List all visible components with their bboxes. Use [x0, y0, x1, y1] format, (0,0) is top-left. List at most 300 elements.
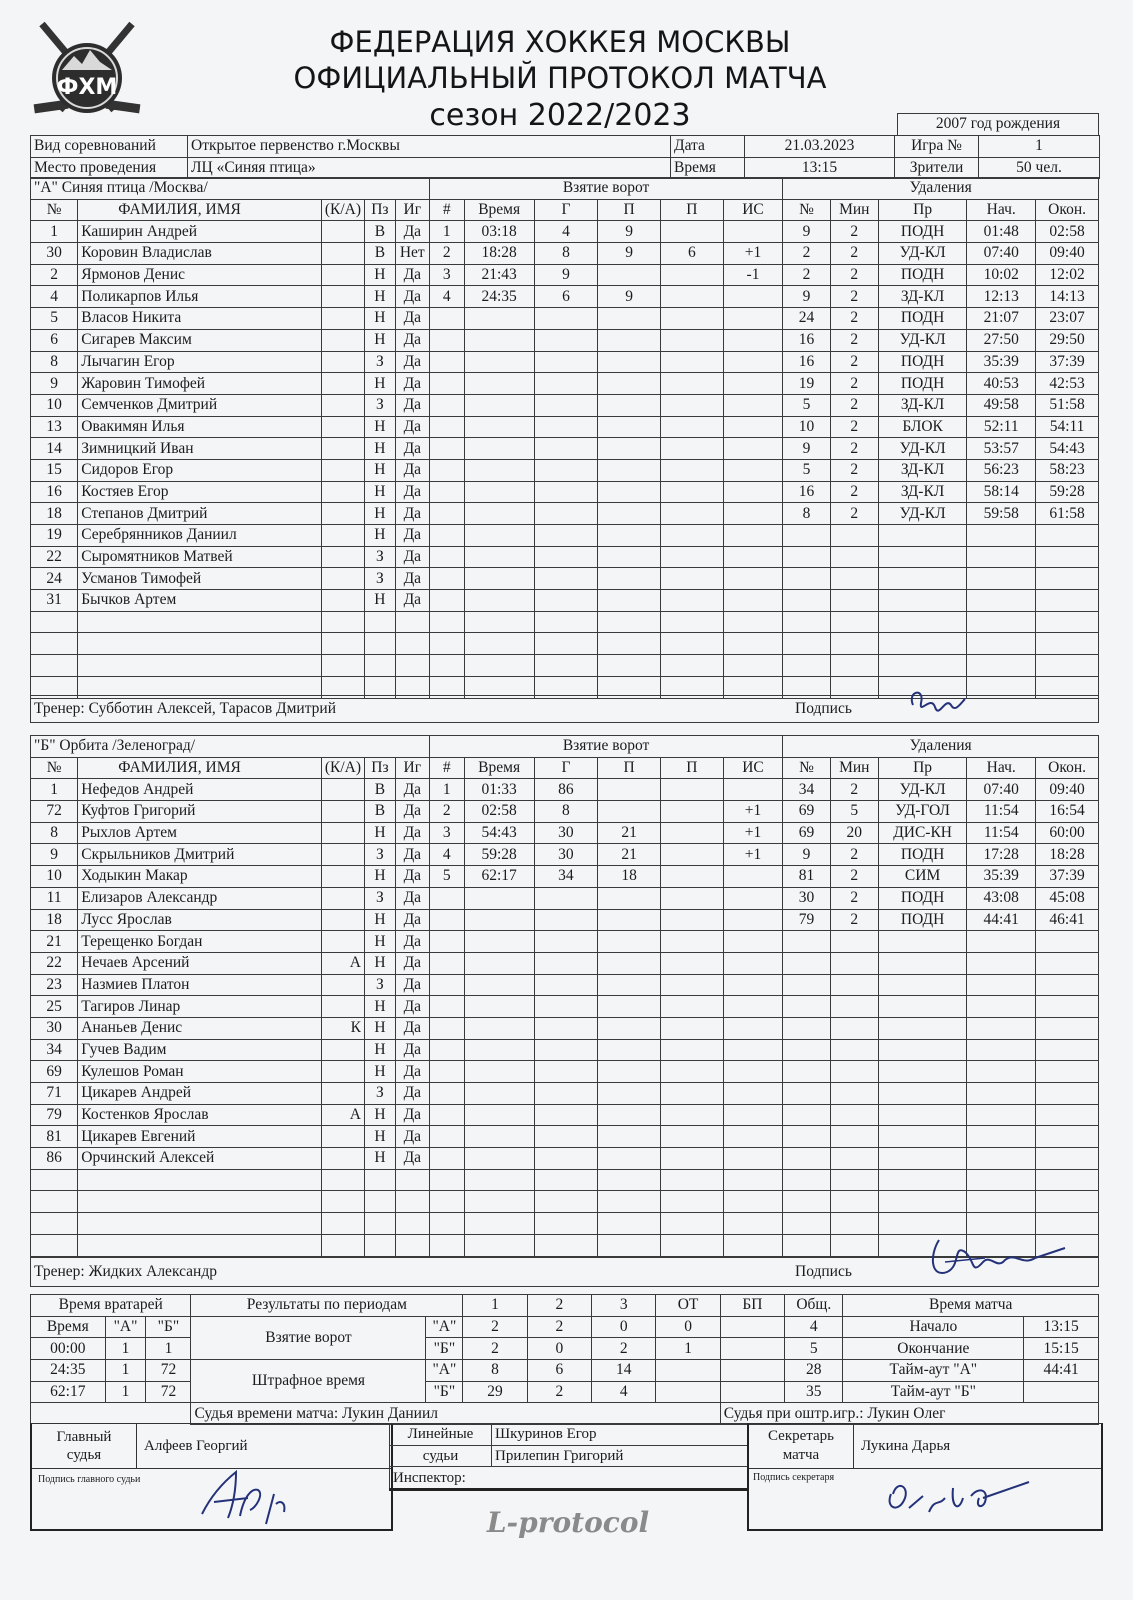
gk-time-col: Время: [31, 1316, 106, 1338]
penalty-reason: [878, 1148, 966, 1170]
player-number: [31, 611, 78, 633]
team_a-row: [31, 525, 1099, 547]
player-position: Н: [364, 286, 395, 308]
penalty-end: 09:40: [1036, 243, 1099, 265]
player-number: 11: [31, 887, 78, 909]
player-number: 18: [31, 909, 78, 931]
penalty-box-judge: Судья при оштр.игр.: Лукин Олег: [720, 1403, 1098, 1425]
penalty-reason: ЗД-КЛ: [878, 394, 966, 416]
team-b-penalties-header: Удаления: [783, 736, 1099, 758]
col-goal-scorer: Г: [534, 757, 598, 779]
penalty-start: 58:14: [967, 481, 1036, 503]
secretary-name: Лукина Дарья: [861, 1438, 951, 1454]
team-b-coach: Тренер: Жидких Александр: [31, 1258, 793, 1287]
col-played: Иг: [395, 757, 429, 779]
goal-assist-2: [660, 1234, 723, 1256]
player-played: Да: [395, 568, 429, 590]
penalty-start: 10:02: [967, 264, 1036, 286]
team-b-title: "Б" Орбита /Зеленоград/: [31, 736, 430, 758]
penalty-minutes: 2: [830, 221, 878, 243]
goal-scorer: 8: [534, 243, 598, 265]
penalty-player: [783, 996, 830, 1018]
goal-assist-2: [660, 909, 723, 931]
penalty-player: 8: [783, 503, 830, 525]
penalty-minutes: 2: [830, 503, 878, 525]
goal-index: [429, 525, 464, 547]
goal-time: [464, 481, 534, 503]
player-number: 22: [31, 952, 78, 974]
pim-a-total: 28: [785, 1360, 843, 1382]
player-position: Н: [365, 1148, 396, 1170]
goal-assist-1: [598, 329, 661, 351]
team_a-row: [31, 243, 1099, 265]
goal-scorer: [534, 1126, 598, 1148]
team-a-coach-signature: [905, 685, 975, 725]
goal-index: [429, 1213, 464, 1235]
goal-time: 54:43: [464, 822, 534, 844]
team_a-row: [31, 568, 1099, 590]
player-played: Да: [395, 931, 429, 953]
player-name: [78, 1213, 322, 1235]
team_b-row: [31, 931, 1099, 953]
penalty-player: [783, 974, 830, 996]
player-role: [321, 1061, 364, 1083]
goal-assist-2: [660, 1169, 723, 1191]
penalty-end: [1036, 1169, 1099, 1191]
goal-assist-1: [598, 974, 661, 996]
goal-assist-2: [660, 1061, 723, 1083]
col-assist-2: П: [660, 199, 723, 221]
penalty-reason: ПОДН: [878, 373, 966, 395]
goal-situation: [723, 655, 783, 677]
gk-row-2-time: 24:35: [31, 1360, 106, 1382]
player-role: [321, 1191, 364, 1213]
penalty-end: [1036, 952, 1099, 974]
penalty-start: [967, 655, 1036, 677]
goal-scorer: [534, 1234, 598, 1256]
player-name: Кулешов Роман: [78, 1061, 322, 1083]
goal-scorer: [534, 1061, 598, 1083]
goal-assist-2: [660, 221, 723, 243]
pim-b-p2: 2: [527, 1381, 591, 1403]
penalty-reason: [878, 1191, 966, 1213]
team-b-rows: [31, 779, 1099, 1256]
penalty-minutes: [830, 1104, 878, 1126]
player-number: 9: [31, 373, 78, 395]
penalty-reason: [878, 590, 966, 612]
goal-assist-2: 6: [660, 243, 723, 265]
goal-situation: [723, 1104, 783, 1126]
main-referee-label-1: Главный: [56, 1429, 112, 1445]
goal-situation: [723, 590, 783, 612]
goals-team-a: "А": [426, 1316, 463, 1338]
goal-assist-2: [660, 286, 723, 308]
team_b-row: [31, 801, 1099, 823]
penalty-minutes: [830, 931, 878, 953]
player-position: Н: [365, 952, 396, 974]
player-played: Да: [395, 438, 429, 460]
penalty-end: 60:00: [1036, 822, 1099, 844]
penalty-start: [967, 931, 1036, 953]
team_a-row: [31, 611, 1099, 633]
goal-index: 2: [429, 801, 464, 823]
player-number: 14: [31, 438, 78, 460]
penalty-start: 35:39: [967, 866, 1036, 888]
team_a-row: [31, 373, 1099, 395]
total-header: Общ.: [785, 1295, 843, 1317]
goal-situation: [723, 931, 783, 953]
player-role: [321, 329, 364, 351]
player-name: [78, 1169, 322, 1191]
team_b-row: [31, 887, 1099, 909]
goal-index: [429, 952, 464, 974]
goal-assist-1: [598, 568, 661, 590]
player-position: З: [365, 887, 396, 909]
penalty-end: [1036, 633, 1099, 655]
penalty-reason: ПОДН: [878, 351, 966, 373]
goal-time: [464, 931, 534, 953]
goal-index: [429, 590, 464, 612]
team_b-row: [31, 1169, 1099, 1191]
penalty-end: 37:39: [1036, 866, 1099, 888]
goal-scorer: [534, 394, 598, 416]
goal-assist-1: [598, 481, 661, 503]
player-name: Степанов Дмитрий: [78, 503, 322, 525]
player-number: 34: [31, 1039, 78, 1061]
goal-situation: [723, 887, 783, 909]
player-number: 30: [31, 243, 78, 265]
goal-scorer: [534, 931, 598, 953]
player-role: [321, 416, 364, 438]
time-label: Время: [671, 157, 745, 179]
player-number: 18: [31, 503, 78, 525]
gk-a-col: "А": [105, 1316, 146, 1338]
goal-index: [429, 1104, 464, 1126]
pim-a-ot: [656, 1360, 720, 1382]
player-position: З: [364, 568, 395, 590]
penalty-reason: ПОДН: [878, 887, 966, 909]
player-played: Да: [395, 264, 429, 286]
player-name: [78, 1191, 322, 1213]
penalty-minutes: [830, 996, 878, 1018]
player-role: [321, 996, 364, 1018]
match-time-title: Время матча: [843, 1295, 1099, 1317]
player-number: 30: [31, 1017, 78, 1039]
player-role: [321, 264, 364, 286]
penalty-start: 59:58: [967, 503, 1036, 525]
penalty-minutes: 2: [830, 844, 878, 866]
match-info-table: [30, 135, 1100, 179]
main-referee-box: [30, 1423, 393, 1531]
penalty-player: [783, 1191, 830, 1213]
goal-index: [429, 1169, 464, 1191]
penalty-player: 24: [783, 308, 830, 330]
goal-assist-1: [598, 633, 661, 655]
player-number: 1: [31, 221, 78, 243]
team_a-row: [31, 546, 1099, 568]
goal-assist-2: [660, 655, 723, 677]
team_b-row: [31, 1017, 1099, 1039]
penalty-player: 69: [783, 801, 830, 823]
player-role: [321, 1169, 364, 1191]
pim-team-a: "А": [426, 1360, 463, 1382]
team_b-row: [31, 974, 1099, 996]
penalty-player: [783, 1104, 830, 1126]
penalty-start: [967, 996, 1036, 1018]
team_a-row: [31, 221, 1099, 243]
player-name: Овакимян Илья: [78, 416, 322, 438]
shootout-header: БП: [720, 1295, 784, 1317]
goal-assist-2: [660, 546, 723, 568]
player-name: Коровин Владислав: [78, 243, 322, 265]
player-role: [321, 974, 364, 996]
penalty-player: 19: [783, 373, 830, 395]
team-a-penalties-header: Удаления: [783, 178, 1099, 200]
player-number: 15: [31, 459, 78, 481]
player-position: Н: [364, 264, 395, 286]
penalty-minutes: [830, 1213, 878, 1235]
penalty-start: [967, 568, 1036, 590]
player-number: [31, 655, 78, 677]
col-goal-index: #: [429, 757, 464, 779]
goal-assist-1: [598, 779, 661, 801]
penalty-minutes: [830, 1234, 878, 1256]
player-position: Н: [364, 590, 395, 612]
penalty-player: 16: [783, 351, 830, 373]
player-played: Да: [395, 481, 429, 503]
goal-time: [464, 1191, 534, 1213]
player-name: Жаровин Тимофей: [78, 373, 322, 395]
goal-time: [464, 1061, 534, 1083]
penalty-start: 40:53: [967, 373, 1036, 395]
goal-time: [464, 952, 534, 974]
goal-index: 5: [429, 866, 464, 888]
goal-situation: [723, 1039, 783, 1061]
goal-situation: [723, 416, 783, 438]
player-position: Н: [364, 438, 395, 460]
player-position: Н: [365, 996, 396, 1018]
penalty-player: [783, 633, 830, 655]
goal-situation: [723, 351, 783, 373]
penalty-end: 51:58: [1036, 394, 1099, 416]
game-value: 1: [979, 136, 1100, 158]
goal-assist-1: [598, 590, 661, 612]
player-played: Да: [395, 1061, 429, 1083]
pim-label: Штрафное время: [191, 1360, 426, 1403]
team_b-row: [31, 909, 1099, 931]
penalty-start: 17:28: [967, 844, 1036, 866]
goal-situation: [723, 974, 783, 996]
player-name: Ходыкин Макар: [78, 866, 322, 888]
goal-assist-1: [598, 546, 661, 568]
team_b-row: [31, 866, 1099, 888]
goals-a-total: 4: [785, 1316, 843, 1338]
team-a-table: [30, 177, 1099, 699]
goal-assist-1: [598, 655, 661, 677]
goal-situation: [723, 866, 783, 888]
player-role: А: [321, 1104, 364, 1126]
col-name: ФАМИЛИЯ, ИМЯ: [78, 757, 322, 779]
col-assist-2: П: [660, 757, 723, 779]
player-position: З: [364, 351, 395, 373]
goal-assist-2: [660, 416, 723, 438]
goal-assist-1: 21: [598, 844, 661, 866]
player-name: Костенков Ярослав: [78, 1104, 322, 1126]
penalty-minutes: [830, 546, 878, 568]
player-position: Н: [365, 909, 396, 931]
inspector: Инспектор:: [390, 1467, 748, 1490]
goals-b-p3: 2: [592, 1338, 656, 1360]
player-role: [321, 1083, 364, 1105]
penalty-minutes: [830, 1039, 878, 1061]
player-name: [78, 611, 322, 633]
goals-a-bp: [720, 1316, 784, 1338]
team_a-row: [31, 481, 1099, 503]
penalty-player: [783, 1039, 830, 1061]
linesmen-label-1: Линейные: [390, 1424, 492, 1446]
penalty-minutes: [830, 1017, 878, 1039]
player-role: А: [321, 952, 364, 974]
pim-a-bp: [720, 1360, 784, 1382]
player-role: [321, 655, 364, 677]
player-number: 19: [31, 525, 78, 547]
player-role: [321, 308, 364, 330]
col-ka: (К/А): [321, 757, 364, 779]
player-position: Н: [365, 1017, 396, 1039]
team_a-row: [31, 590, 1099, 612]
player-number: 79: [31, 1104, 78, 1126]
player-position: Н: [365, 1039, 396, 1061]
period-1-header: 1: [463, 1295, 527, 1317]
player-number: 71: [31, 1083, 78, 1105]
penalty-start: 43:08: [967, 887, 1036, 909]
player-name: Поликарпов Илья: [78, 286, 322, 308]
player-role: [321, 1213, 364, 1235]
player-role: [321, 568, 364, 590]
penalty-reason: ПОДН: [878, 264, 966, 286]
goal-assist-2: [660, 503, 723, 525]
team_b-row: [31, 779, 1099, 801]
goal-time: [464, 633, 534, 655]
goal-scorer: [534, 1104, 598, 1126]
secretary-label-2: матча: [782, 1447, 820, 1463]
goal-situation: [723, 286, 783, 308]
goal-time: [464, 887, 534, 909]
penalty-end: [1036, 590, 1099, 612]
team-a-rows: [31, 221, 1099, 698]
player-name: [78, 1234, 322, 1256]
penalty-player: [783, 655, 830, 677]
penalty-end: [1036, 525, 1099, 547]
penalty-reason: [878, 1039, 966, 1061]
penalty-end: [1036, 655, 1099, 677]
goal-situation: [723, 909, 783, 931]
player-number: 10: [31, 866, 78, 888]
player-role: [321, 611, 364, 633]
penalty-minutes: [830, 1126, 878, 1148]
player-played: [395, 1191, 429, 1213]
col-goal-index: #: [429, 199, 464, 221]
goal-situation: +1: [723, 801, 783, 823]
penalty-player: [783, 1234, 830, 1256]
player-position: Н: [364, 481, 395, 503]
penalty-end: 58:23: [1036, 459, 1099, 481]
penalty-start: [967, 1169, 1036, 1191]
penalty-reason: [878, 1104, 966, 1126]
goal-assist-1: 21: [598, 822, 661, 844]
goal-time: 01:33: [464, 779, 534, 801]
col-played: Иг: [395, 199, 429, 221]
goal-time: 62:17: [464, 866, 534, 888]
goal-assist-1: [598, 611, 661, 633]
player-position: [364, 655, 395, 677]
goal-assist-2: [660, 1104, 723, 1126]
penalty-end: [1036, 974, 1099, 996]
goal-assist-2: [660, 844, 723, 866]
penalty-reason: [878, 633, 966, 655]
goal-assist-1: [598, 1234, 661, 1256]
penalty-end: [1036, 1039, 1099, 1061]
goal-scorer: [534, 952, 598, 974]
goal-scorer: [534, 351, 598, 373]
penalty-player: [783, 1213, 830, 1235]
col-pen-end: Окон.: [1036, 199, 1099, 221]
penalty-minutes: 2: [830, 887, 878, 909]
penalty-reason: УД-ГОЛ: [878, 801, 966, 823]
goal-scorer: [534, 1083, 598, 1105]
penalty-end: [1036, 1191, 1099, 1213]
player-role: К: [321, 1017, 364, 1039]
penalty-start: [967, 1191, 1036, 1213]
team_b-row: [31, 1191, 1099, 1213]
penalty-start: 07:40: [967, 779, 1036, 801]
penalty-reason: ПОДН: [878, 844, 966, 866]
gk-row-2-b: 72: [146, 1360, 191, 1382]
penalty-end: 61:58: [1036, 503, 1099, 525]
penalty-minutes: 2: [830, 329, 878, 351]
penalty-minutes: [830, 611, 878, 633]
penalty-minutes: 2: [830, 351, 878, 373]
player-played: Да: [395, 822, 429, 844]
goal-assist-2: [660, 779, 723, 801]
goal-time: [464, 655, 534, 677]
player-played: Да: [395, 590, 429, 612]
goal-assist-1: [598, 416, 661, 438]
player-role: [321, 373, 364, 395]
player-position: [365, 1213, 396, 1235]
goal-index: [429, 416, 464, 438]
goal-time: [464, 974, 534, 996]
penalty-end: 59:28: [1036, 481, 1099, 503]
penalty-end: 29:50: [1036, 329, 1099, 351]
col-pen-start: Нач.: [967, 199, 1036, 221]
team_b-row: [31, 1039, 1099, 1061]
player-position: Н: [365, 1061, 396, 1083]
team_a-row: [31, 459, 1099, 481]
goal-situation: [723, 546, 783, 568]
goal-scorer: [534, 329, 598, 351]
goal-assist-2: [660, 1039, 723, 1061]
goal-assist-1: [598, 931, 661, 953]
pim-b-p3: 4: [592, 1381, 656, 1403]
col-ka: (К/А): [321, 199, 364, 221]
goal-scorer: [534, 525, 598, 547]
penalty-reason: [878, 655, 966, 677]
team_b-row: [31, 1083, 1099, 1105]
penalty-start: [967, 1148, 1036, 1170]
goal-time: [464, 1126, 534, 1148]
lprotocol-brand: L-protocol: [486, 1506, 650, 1539]
